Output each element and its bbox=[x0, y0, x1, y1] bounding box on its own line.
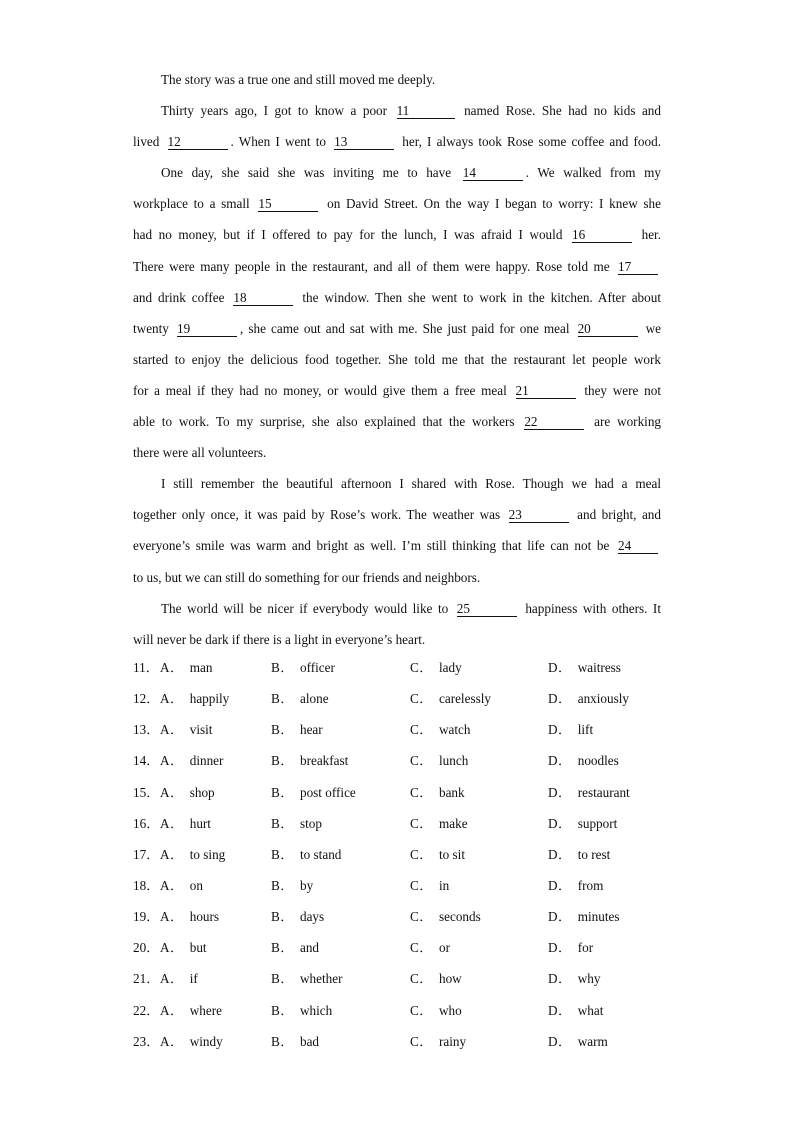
option-a[interactable] bbox=[160, 714, 212, 745]
option-text: alone bbox=[299, 691, 329, 707]
option-text: happily bbox=[189, 691, 230, 707]
option-a[interactable] bbox=[160, 932, 207, 963]
option-label: C． bbox=[410, 815, 433, 831]
option-c[interactable] bbox=[410, 932, 450, 963]
option-label: C． bbox=[410, 971, 433, 987]
passage-text: for a meal if they had no money, or would give them a free meal bbox=[133, 382, 507, 398]
option-d[interactable] bbox=[548, 745, 619, 776]
passage-text: and drink coffee bbox=[133, 289, 225, 305]
option-c[interactable] bbox=[410, 808, 468, 839]
option-d[interactable] bbox=[548, 652, 621, 683]
option-text: or bbox=[438, 940, 450, 956]
option-label: A． bbox=[160, 877, 184, 893]
option-d[interactable] bbox=[548, 963, 600, 994]
option-label: D． bbox=[548, 691, 572, 707]
option-label: D． bbox=[548, 1033, 572, 1049]
option-text: which bbox=[299, 1002, 333, 1018]
option-label: C． bbox=[410, 722, 433, 738]
option-text: for bbox=[577, 940, 594, 956]
passage-text: the window. Then she went to work in the kitchen. After about bbox=[302, 289, 661, 305]
passage-line bbox=[133, 95, 661, 126]
option-text: to rest bbox=[577, 846, 611, 862]
passage-text: there were all volunteers. bbox=[133, 445, 267, 461]
passage-line bbox=[133, 64, 661, 95]
option-text: seconds bbox=[438, 909, 481, 925]
passage-text: started to enjoy the delicious food together. She told me that the restaurant let people work bbox=[133, 351, 661, 367]
option-label: A． bbox=[160, 660, 184, 675]
option-text: dinner bbox=[189, 753, 224, 769]
option-text: on bbox=[189, 877, 203, 893]
option-text: restaurant bbox=[577, 784, 630, 800]
option-text: if bbox=[189, 971, 198, 987]
option-label: B． bbox=[271, 877, 294, 893]
option-d[interactable] bbox=[548, 777, 630, 808]
option-label: B． bbox=[271, 1033, 294, 1049]
passage-line bbox=[133, 624, 661, 655]
passage-line bbox=[133, 562, 661, 593]
question-row bbox=[133, 839, 673, 870]
option-label: C． bbox=[410, 877, 433, 893]
option-b[interactable] bbox=[271, 995, 332, 1026]
option-text: lady bbox=[438, 660, 462, 675]
passage-text: her, I always took Rose some coffee and food. bbox=[402, 134, 662, 150]
question-row bbox=[133, 777, 673, 808]
option-text: anxiously bbox=[577, 691, 630, 707]
option-label: D． bbox=[548, 846, 572, 862]
passage-text: her. bbox=[641, 227, 662, 243]
passage-text: together only once, it was paid by Rose’s work. The weather was bbox=[133, 507, 501, 523]
option-b[interactable] bbox=[271, 963, 342, 994]
passage-text: on David Street. On the way I began to worry: I knew she bbox=[327, 196, 661, 212]
option-label: B． bbox=[271, 909, 294, 925]
option-label: D． bbox=[548, 940, 572, 956]
option-text: man bbox=[189, 660, 213, 675]
option-text: shop bbox=[189, 784, 215, 800]
option-d[interactable] bbox=[548, 1026, 608, 1057]
option-text: warm bbox=[577, 1033, 608, 1049]
question-row bbox=[133, 995, 673, 1026]
question-row bbox=[133, 808, 673, 839]
option-d[interactable] bbox=[548, 870, 603, 901]
question-row bbox=[133, 683, 673, 714]
option-text: to stand bbox=[299, 846, 342, 862]
option-label: B． bbox=[271, 753, 294, 769]
option-label: A． bbox=[160, 784, 184, 800]
option-text: in bbox=[438, 877, 450, 893]
option-label: B． bbox=[271, 971, 294, 987]
option-c[interactable] bbox=[410, 901, 481, 932]
passage-text: are working bbox=[594, 414, 662, 430]
passage-text: workplace to a small bbox=[133, 196, 250, 212]
option-a[interactable] bbox=[160, 963, 198, 994]
passage-text: There were many people in the restaurant, and all of them were happy. Rose told me bbox=[133, 258, 610, 274]
question-number: 11． bbox=[133, 660, 159, 675]
passage-line bbox=[133, 437, 661, 468]
question-number: 21． bbox=[133, 971, 160, 987]
option-label: A． bbox=[160, 971, 184, 987]
passage-text: happiness with others. It bbox=[525, 600, 661, 616]
option-text: waitress bbox=[577, 660, 621, 675]
question-number: 13． bbox=[133, 722, 160, 738]
passage-line bbox=[133, 530, 661, 561]
option-text: who bbox=[438, 1002, 462, 1018]
option-text: what bbox=[577, 1002, 604, 1018]
option-d[interactable] bbox=[548, 932, 593, 963]
option-a[interactable] bbox=[160, 652, 212, 683]
option-b[interactable] bbox=[271, 808, 322, 839]
blank-23: 23 bbox=[509, 508, 569, 523]
option-a[interactable] bbox=[160, 901, 219, 932]
passage-text: One day, she said she was inviting me to have bbox=[161, 165, 452, 181]
option-label: A． bbox=[160, 846, 184, 862]
option-b[interactable] bbox=[271, 714, 323, 745]
passage-text: had no money, but if I offered to pay for the lunch, I was afraid I would bbox=[133, 227, 563, 243]
option-text: post office bbox=[299, 784, 356, 800]
passage-line bbox=[133, 406, 661, 437]
option-b[interactable] bbox=[271, 901, 324, 932]
cloze-passage bbox=[133, 64, 661, 655]
question-row bbox=[133, 745, 673, 776]
option-label: C． bbox=[410, 1002, 433, 1018]
option-label: B． bbox=[271, 940, 294, 956]
question-number: 16． bbox=[133, 815, 160, 831]
option-text: bank bbox=[438, 784, 465, 800]
option-a[interactable] bbox=[160, 839, 225, 870]
option-label: B． bbox=[271, 815, 294, 831]
option-text: minutes bbox=[577, 909, 620, 925]
option-label: C． bbox=[410, 691, 433, 707]
option-d[interactable] bbox=[548, 714, 593, 745]
blank-11: 11 bbox=[397, 104, 455, 119]
option-b[interactable] bbox=[271, 839, 341, 870]
option-a[interactable] bbox=[160, 995, 222, 1026]
option-text: hear bbox=[299, 722, 323, 738]
option-label: D． bbox=[548, 753, 572, 769]
passage-text: lived bbox=[133, 134, 160, 150]
passage-line bbox=[133, 188, 661, 219]
option-text: to sit bbox=[438, 846, 465, 862]
option-text: lunch bbox=[438, 753, 469, 769]
option-label: D． bbox=[548, 1002, 572, 1018]
option-b[interactable] bbox=[271, 652, 335, 683]
option-c[interactable] bbox=[410, 995, 462, 1026]
option-text: from bbox=[577, 877, 604, 893]
option-label: C． bbox=[410, 784, 433, 800]
passage-text: I still remember the beautiful afternoon I shared with Rose. Though we had a meal bbox=[161, 476, 661, 492]
option-label: C． bbox=[410, 1033, 433, 1049]
blank-12: 12 bbox=[168, 135, 228, 150]
option-text: stop bbox=[299, 815, 322, 831]
question-number: 19． bbox=[133, 909, 160, 925]
blank-16: 16 bbox=[572, 228, 632, 243]
passage-text: will never be dark if there is a light in everyone’s heart. bbox=[133, 631, 426, 647]
option-label: A． bbox=[160, 1033, 184, 1049]
question-row bbox=[133, 963, 673, 994]
option-text: and bbox=[299, 940, 320, 956]
option-d[interactable] bbox=[548, 901, 619, 932]
blank-21: 21 bbox=[516, 384, 576, 399]
option-a[interactable] bbox=[160, 808, 211, 839]
blank-20: 20 bbox=[578, 322, 638, 337]
passage-line bbox=[133, 282, 661, 313]
blank-13: 13 bbox=[334, 135, 394, 150]
passage-text: . We walked from my bbox=[525, 165, 662, 181]
option-text: rainy bbox=[438, 1033, 467, 1049]
answer-options bbox=[133, 652, 673, 1057]
passage-line bbox=[133, 499, 661, 530]
option-c[interactable] bbox=[410, 839, 465, 870]
option-b[interactable] bbox=[271, 745, 348, 776]
option-c[interactable] bbox=[410, 683, 491, 714]
option-text: by bbox=[299, 877, 314, 893]
passage-line bbox=[133, 313, 661, 344]
passage-text: named Rose. She had no kids and bbox=[464, 103, 661, 119]
option-label: A． bbox=[160, 940, 184, 956]
passage-text: to us, but we can still do something for our friends and neighbors. bbox=[133, 569, 481, 585]
option-label: B． bbox=[271, 691, 294, 707]
passage-text: twenty bbox=[133, 320, 169, 336]
blank-24: 24 bbox=[618, 539, 658, 554]
option-b[interactable] bbox=[271, 683, 329, 714]
passage-text: Thirty years ago, I got to know a poor bbox=[161, 103, 388, 119]
question-number: 20． bbox=[133, 940, 160, 956]
option-label: A． bbox=[160, 753, 184, 769]
option-label: D． bbox=[548, 971, 572, 987]
passage-line bbox=[133, 468, 661, 499]
option-text: to sing bbox=[189, 846, 226, 862]
option-label: D． bbox=[548, 877, 572, 893]
option-text: visit bbox=[189, 722, 213, 738]
option-label: A． bbox=[160, 815, 184, 831]
blank-18: 18 bbox=[233, 291, 293, 306]
option-text: but bbox=[189, 940, 207, 956]
blank-25: 25 bbox=[457, 602, 517, 617]
question-row bbox=[133, 901, 673, 932]
passage-text: they were not bbox=[584, 382, 662, 398]
question-row bbox=[133, 714, 673, 745]
option-label: B． bbox=[271, 660, 294, 675]
question-row bbox=[133, 870, 673, 901]
passage-text: The story was a true one and still moved me deeply. bbox=[161, 72, 436, 87]
option-text: hurt bbox=[189, 815, 211, 831]
passage-text: , she came out and sat with me. She just paid for one meal bbox=[239, 320, 570, 336]
option-b[interactable] bbox=[271, 777, 356, 808]
option-c[interactable] bbox=[410, 777, 465, 808]
blank-22: 22 bbox=[524, 415, 584, 430]
option-label: A． bbox=[160, 691, 184, 707]
option-c[interactable] bbox=[410, 870, 449, 901]
option-label: B． bbox=[271, 846, 294, 862]
question-number: 12． bbox=[133, 691, 160, 707]
option-text: breakfast bbox=[299, 753, 349, 769]
option-text: noodles bbox=[577, 753, 619, 769]
option-label: A． bbox=[160, 1002, 184, 1018]
option-label: C． bbox=[410, 660, 433, 675]
option-text: lift bbox=[577, 722, 594, 738]
passage-line bbox=[133, 251, 661, 282]
question-number: 23． bbox=[133, 1033, 160, 1049]
option-text: why bbox=[577, 971, 601, 987]
option-d[interactable] bbox=[548, 808, 617, 839]
option-b[interactable] bbox=[271, 870, 313, 901]
option-label: B． bbox=[271, 1002, 294, 1018]
passage-text: we bbox=[645, 320, 662, 336]
blank-15: 15 bbox=[258, 197, 318, 212]
option-b[interactable] bbox=[271, 932, 319, 963]
option-d[interactable] bbox=[548, 839, 610, 870]
passage-line bbox=[133, 126, 661, 157]
option-label: C． bbox=[410, 909, 433, 925]
option-label: D． bbox=[548, 722, 572, 738]
option-text: watch bbox=[438, 722, 471, 738]
option-a[interactable] bbox=[160, 870, 203, 901]
passage-line bbox=[133, 219, 661, 250]
option-label: C． bbox=[410, 846, 433, 862]
option-text: make bbox=[438, 815, 468, 831]
option-text: where bbox=[189, 1002, 222, 1018]
option-label: B． bbox=[271, 784, 294, 800]
passage-text: The world will be nicer if everybody would like to bbox=[161, 600, 449, 616]
passage-text: and bright, and bbox=[577, 507, 661, 523]
passage-line bbox=[133, 157, 661, 188]
option-label: D． bbox=[548, 784, 572, 800]
option-label: D． bbox=[548, 909, 572, 925]
option-text: whether bbox=[299, 971, 343, 987]
option-label: A． bbox=[160, 909, 184, 925]
option-label: D． bbox=[548, 815, 572, 831]
option-b[interactable] bbox=[271, 1026, 319, 1057]
option-text: support bbox=[577, 815, 618, 831]
option-text: how bbox=[438, 971, 462, 987]
option-text: hours bbox=[189, 909, 220, 925]
passage-line bbox=[133, 593, 661, 624]
option-a[interactable] bbox=[160, 1026, 223, 1057]
blank-19: 19 bbox=[177, 322, 237, 337]
blank-14: 14 bbox=[463, 166, 523, 181]
passage-line bbox=[133, 344, 661, 375]
option-a[interactable] bbox=[160, 745, 223, 776]
passage-text: . When I went to bbox=[230, 134, 326, 150]
question-row bbox=[133, 1026, 673, 1057]
option-label: B． bbox=[271, 722, 294, 738]
option-label: A． bbox=[160, 722, 184, 738]
blank-17: 17 bbox=[618, 260, 658, 275]
option-a[interactable] bbox=[160, 777, 215, 808]
option-a[interactable] bbox=[160, 683, 229, 714]
option-c[interactable] bbox=[410, 714, 470, 745]
question-number: 18． bbox=[133, 877, 160, 893]
passage-line bbox=[133, 375, 661, 406]
passage-text: able to work. To my surprise, she also explained that the workers bbox=[133, 414, 515, 430]
option-label: D． bbox=[548, 660, 572, 675]
option-label: C． bbox=[410, 940, 433, 956]
option-d[interactable] bbox=[548, 683, 629, 714]
option-c[interactable] bbox=[410, 963, 462, 994]
passage-text: everyone’s smile was warm and bright as well. I’m still thinking that life can not be bbox=[133, 538, 610, 554]
question-number: 14． bbox=[133, 753, 160, 769]
option-c[interactable] bbox=[410, 1026, 466, 1057]
option-text: officer bbox=[299, 660, 335, 675]
question-row bbox=[133, 652, 673, 683]
question-number: 22． bbox=[133, 1002, 160, 1018]
option-text: carelessly bbox=[438, 691, 491, 707]
question-number: 15． bbox=[133, 784, 160, 800]
option-text: days bbox=[299, 909, 325, 925]
option-text: windy bbox=[189, 1033, 223, 1049]
option-c[interactable] bbox=[410, 745, 468, 776]
option-d[interactable] bbox=[548, 995, 603, 1026]
option-text: bad bbox=[299, 1033, 320, 1049]
option-label: C． bbox=[410, 753, 433, 769]
question-row bbox=[133, 932, 673, 963]
question-number: 17． bbox=[133, 846, 160, 862]
option-c[interactable] bbox=[410, 652, 462, 683]
